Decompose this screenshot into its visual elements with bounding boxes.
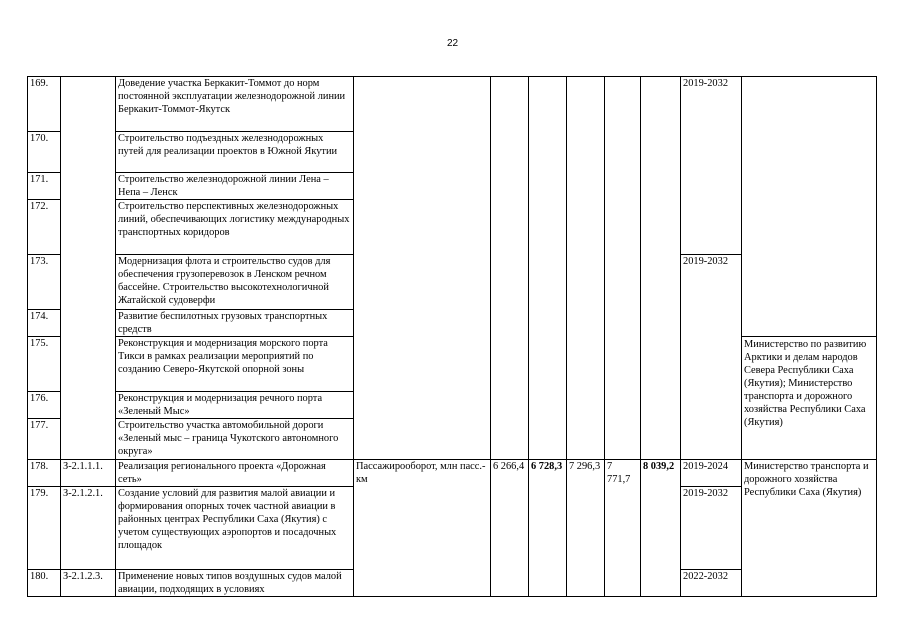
row-number: 171. [28,173,61,200]
value-cell [641,77,681,460]
event-cell: Применение новых типов воздушных судов малой авиации, подходящих в условиях [116,570,354,597]
value-cell: 6 728,3 [529,460,567,597]
code-cell [61,77,116,460]
row-number: 175. [28,337,61,392]
row-number: 170. [28,132,61,173]
period-cell: 2019-2032 [681,487,742,570]
indicator-cell: Пассажирооборот, млн пасс.-км [354,460,491,597]
row-number: 180. [28,570,61,597]
period-cell: 2019-2032 [681,77,742,255]
period-cell: 2022-2032 [681,570,742,597]
value-cell: 8 039,2 [641,460,681,597]
event-cell: Строительство железнодорожной линии Лена – Непа – Ленск [116,173,354,200]
period-cell: 2019-2024 [681,460,742,487]
value-cell: 7 771,7 [605,460,641,597]
row-number: 178. [28,460,61,487]
event-cell: Доведение участка Беркакит-Томмот до норм постоянной эксплуатации железнодорожной линии Беркакит-Томмот-Якутск [116,77,354,132]
event-cell: Реконструкция и модернизация морского порта Тикси в рамках реализации мероприятий по созданию Северо-Якутской опорной зоны [116,337,354,392]
event-cell: Развитие беспилотных грузовых транспортных средств [116,310,354,337]
responsible-cell: Министерство по развитию Арктики и делам народов Севера Республики Саха (Якутия); Министерство транспорта и дорожного хозяйства Республики Саха (Якутия) [742,337,877,460]
measures-table [27,76,877,597]
event-cell: Строительство подъездных железнодорожных путей для реализации проектов в Южной Якутии [116,132,354,173]
code-cell: З-2.1.2.3. [61,570,116,597]
table-row [28,460,877,487]
row-number: 179. [28,487,61,570]
event-cell: Строительство участка автомобильной дороги «Зеленый мыс – граница Чукотского автономного округа» [116,419,354,460]
value-cell [491,77,529,460]
row-number: 172. [28,200,61,255]
row-number: 169. [28,77,61,132]
event-cell: Реконструкция и модернизация речного порта «Зеленый Мыс» [116,392,354,419]
code-cell: З-2.1.1.1. [61,460,116,487]
code-cell: З-2.1.2.1. [61,487,116,570]
row-number: 173. [28,255,61,310]
event-cell: Строительство перспективных железнодорожных линий, обеспечивающих логистику международных транспортных коридоров [116,200,354,255]
event-cell: Создание условий для развития малой авиации и формирования опорных точек частной авиации в районных центрах Республики Саха (Якутия) с учетом существующих аэропортов и посадочных площадок [116,487,354,570]
event-cell: Модернизация флота и строительство судов для обеспечения грузоперевозок в Ленском речном бассейне. Строительство высокотехнологичной Жатайской судоверфи [116,255,354,310]
responsible-cell [742,77,877,337]
table-row [28,77,877,132]
value-cell: 6 266,4 [491,460,529,597]
indicator-cell [354,77,491,460]
value-cell [567,77,605,460]
value-cell [605,77,641,460]
page-number: 22 [446,38,459,49]
row-number: 176. [28,392,61,419]
period-cell: 2019-2032 [681,255,742,460]
responsible-cell: Министерство транспорта и дорожного хозяйства Республики Саха (Якутия) [742,460,877,597]
row-number: 174. [28,310,61,337]
row-number: 177. [28,419,61,460]
event-cell: Реализация регионального проекта «Дорожная сеть» [116,460,354,487]
value-cell [529,77,567,460]
value-cell: 7 296,3 [567,460,605,597]
